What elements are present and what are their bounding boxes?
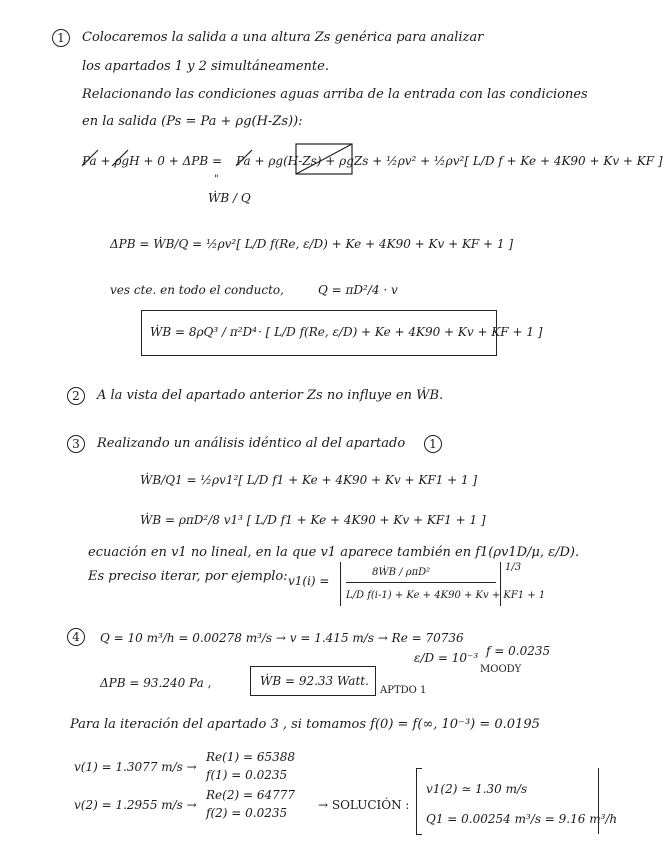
iteration-bracket-left — [340, 562, 341, 606]
iteration-f2: f(2) = 0.0235 — [206, 806, 288, 820]
section-1-line-2: los apartados 1 y 2 simultáneamente. — [82, 59, 329, 74]
section-1-line-4: en la salida (Ps = Pa + ρg(H-Zs)): — [82, 114, 303, 129]
result-box-1-rhs: · [ L/D f(Re, ε/D) + Ke + 4K90 + Kv + KF + 1 ] — [258, 325, 543, 339]
section-4-friction-factor: f = 0.0235 — [486, 644, 551, 658]
section-4-pressure: ΔPB = 93.240 Pa , — [100, 676, 212, 690]
solution-bracket-bottom — [416, 834, 422, 835]
solution-bracket-top — [416, 768, 422, 769]
solution-box-right — [598, 768, 599, 834]
iteration-intro: Para la iteración del apartado 3 , si tomamos f(0) = f(∞, 10⁻³) = 0.0195 — [70, 717, 540, 732]
section-1-line-1: Colocaremos la salida a una altura Zs genérica para analizar — [82, 30, 484, 45]
section-4-power: ẆB = 92.33 Watt. — [260, 674, 369, 688]
iteration-fraction-bar — [346, 582, 496, 583]
solution-bracket — [416, 768, 417, 834]
section-3-number: 3 — [67, 435, 85, 453]
iteration-formula-exponent: 1/3 — [505, 562, 522, 573]
section-4-apartado-label: APTDO 1 — [380, 685, 427, 696]
section-3-equation-1: ẆB/Q1 = ½ρv1²[ L/D f1 + Ke + 4K90 + Kv + KF1 + 1 ] — [140, 473, 478, 487]
equation-1-under: ẆB / Q — [208, 191, 251, 205]
section-1-number: 1 — [52, 29, 70, 47]
equation-2: ΔPB = ẆB/Q = ½ρv²[ L/D f(Re, ε/D) + Ke + 4K90 + Kv + KF + 1 ] — [110, 237, 514, 251]
equation-1-left: Pa + ρgH + 0 + ΔPB = — [82, 154, 223, 168]
section-1-line-3: Relacionando las condiciones aguas arriba de la entrada con las condiciones — [82, 87, 588, 102]
equation-1-under-mark: " — [214, 174, 219, 185]
solution-flow-rate: Q1 = 0.00254 m³/s = 9.16 m³/h — [426, 812, 618, 826]
iteration-re1: Re(1) = 65388 — [206, 750, 295, 764]
section-4-roughness: ε/D = 10⁻³ — [414, 651, 479, 665]
iteration-v2: v(2) = 1.2955 m/s → — [74, 798, 197, 812]
solution-label: → SOLUCIÓN : — [318, 798, 410, 812]
section-3-reference: 1 — [424, 435, 442, 453]
section-3-equation-2: ẆB = ρπD²/8 v1³ [ L/D f1 + Ke + 4K90 + Kv + KF1 + 1 ] — [140, 513, 486, 527]
section-2-number: 2 — [67, 387, 85, 405]
section-4-flow-line: Q = 10 m³/h = 0.00278 m³/s → v = 1.415 m/s → Re = 70736 — [100, 631, 464, 645]
iteration-bracket-right — [500, 562, 501, 606]
iteration-formula-numerator: 8ẆB / ρπD² — [372, 567, 431, 578]
equation-3-formula: Q = πD²/4 · v — [318, 283, 398, 297]
solution-velocity: v1(2) ≃ 1.30 m/s — [426, 782, 528, 796]
section-4-number: 4 — [67, 628, 85, 646]
iteration-formula-denominator: L/D f(i-1) + Ke + 4K90 + Kv + KF1 + 1 — [346, 590, 546, 601]
section-4-moody-label: MOODY — [480, 664, 522, 675]
section-3-line-3: Es preciso iterar, por ejemplo: — [88, 569, 288, 584]
equation-3-text: ves cte. en todo el conducto, — [110, 283, 284, 297]
section-3-line-2: ecuación en v1 no lineal, en la que v1 aparece también en f1(ρv1D/μ, ε/D). — [88, 545, 580, 560]
iteration-re2: Re(2) = 64777 — [206, 788, 295, 802]
section-2-text: A la vista del apartado anterior Zs no influye en ẆB. — [97, 388, 444, 403]
iteration-v1: v(1) = 1.3077 m/s → — [74, 760, 197, 774]
result-box-1-lhs: ẆB = 8ρQ³ / π²D⁴ — [150, 325, 257, 339]
section-3-line-1: Realizando un análisis idéntico al del apartado — [97, 436, 406, 451]
iteration-f1: f(1) = 0.0235 — [206, 768, 288, 782]
iteration-formula-lhs: v1(i) = — [288, 574, 330, 588]
equation-1-right: Pa + ρg(H-Zs) + ρgZs + ½ρv² + ½ρv²[ L/D f + Ke + 4K90 + Kv + KF ] — [236, 154, 663, 168]
